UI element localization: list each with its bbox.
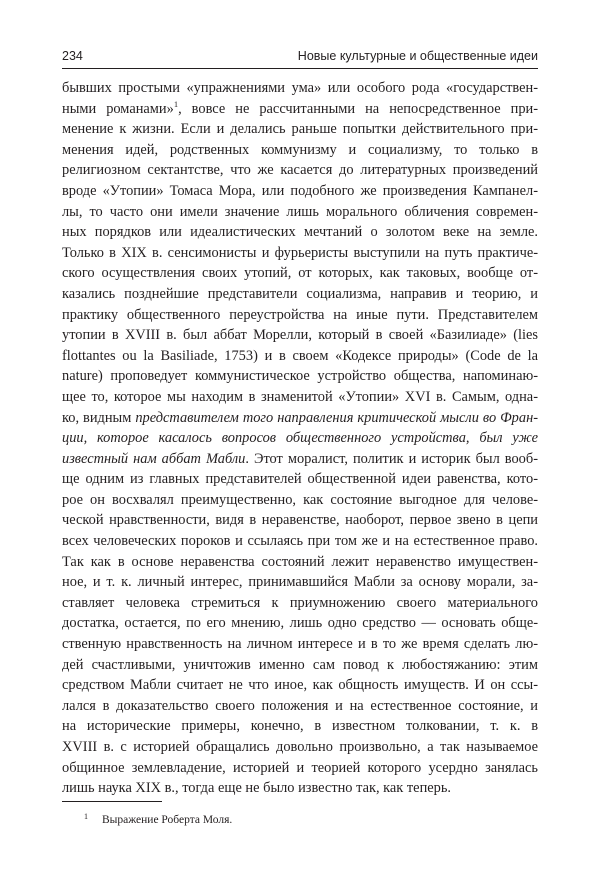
- text-line: практику общественного переустройства на иные пути. Представителем: [62, 306, 538, 323]
- text-line: известный нам аббат Мабли. Этот моралист, политик и историк был вооб-: [62, 450, 538, 467]
- text-line: ственную нравственность на личном интересе и в то же время сделать лю-: [62, 636, 538, 653]
- text-line: ставляет человека стремиться к приумножению своего материального: [62, 594, 538, 611]
- text-line: вроде «Утопии» Томаса Мора, или подобного же произведения Кампанел-: [62, 182, 538, 199]
- text-line: менения идей, родственных коммунизму и социализму, то только в: [62, 141, 538, 158]
- text-line: средством Мабли считает не что иное, как общность имуществ. И он ссы-: [62, 677, 538, 694]
- text-line: утопии в XVIII в. был аббат Морелли, который в своей «Базилиаде» (lies: [62, 327, 538, 344]
- text-line: менение к жизни. Если и делались раньше попытки действительного при-: [62, 121, 538, 138]
- text-line: достатка, остается, по его мнению, лишь одно средство — основать обще-: [62, 615, 538, 632]
- page-number: 234: [62, 49, 83, 63]
- text-line: лался в доказательство своего положения и на естественное состояние, и: [62, 697, 538, 714]
- text-line: всех человеческих пороков и ссылаясь при том же и на естественное право.: [62, 533, 538, 550]
- text-line: религиозном сектантстве, что же касается до литературных произведений: [62, 162, 538, 179]
- text-line: XVIII в. с историей обращались довольно произвольно, а так называемое: [62, 739, 538, 755]
- italic-emphasis: представителем того направления критической мысли во Фран-: [135, 409, 539, 426]
- page-header: [62, 46, 538, 66]
- text-line: казались позднейшие представители социализма, направив и теорию, и: [62, 285, 538, 302]
- text-line: [62, 428, 538, 449]
- italic-emphasis: известный нам аббат Мабли: [62, 450, 246, 467]
- text-line: щее то, которое мы находим в знаменитой «Утопии» XVI в. Самым, одна-: [62, 388, 538, 405]
- text-line: лишь наука XIX в., тогда еще не было известно так, как теперь.: [62, 780, 452, 797]
- footnote: 1 Выражение Роберта Моля.: [84, 812, 233, 826]
- text-line: ческой нравственности, видя в неравенстве, наоборот, первое звено в цепи: [62, 512, 538, 529]
- text-line: ное, и т. к. личный интерес, принимавшийся Мабли за основу морали, за-: [62, 574, 538, 591]
- text-line: ще одним из главных представителей общественной идеи равенства, кото-: [62, 471, 538, 488]
- text-line: дей счастливыми, уничтожив именно сам повод к любостяжанию: этим: [62, 656, 538, 673]
- text-line: лы, то часто они имели значение лишь морального обличения современ-: [62, 203, 538, 220]
- running-head: Новые культурные и общественные идеи: [297, 49, 538, 63]
- header-rule: [62, 68, 538, 69]
- text-line: общинное землевладение, историей и теорией которого усердно занялась: [62, 759, 538, 776]
- text-line: рое он восхвалял преимущественно, как состояние выгодное для челове-: [62, 491, 538, 508]
- footnote-text: Выражение Роберта Моля.: [102, 814, 233, 826]
- text-line: flottantes ou la Basiliade, 1753) и в своем «Кодексе природы» (Code de la: [62, 347, 538, 364]
- text-line: ского осуществления своих утопий, от которых, как таковых, вообще от-: [62, 265, 538, 282]
- italic-emphasis: ции, которое касалось вопросов общественного устройства, был уже: [62, 430, 538, 447]
- text-line: Так как в основе неравенства состояний лежит неравенство имуществен-: [62, 553, 538, 570]
- text-line: Только в XIX в. сенсимонисты и фурьеристы выступили на путь практиче-: [62, 244, 538, 261]
- text-line: бывших простыми «упражнениями ума» или особого рода «государствен-: [62, 80, 538, 96]
- text-line: ных порядков или идеалистических мечтаний о золотом веке на земле.: [62, 224, 538, 241]
- footnote-reference[interactable]: 1: [173, 98, 179, 109]
- text-line: ными романами»$^1$, вовсе не рассчитанными на непосредственное при-: [62, 98, 539, 117]
- text-line: nature) проповедует коммунистическое устройство общества, напоминаю-: [62, 368, 538, 385]
- body-text: [62, 78, 538, 799]
- text-line: на исторические примеры, конечно, в известном толковании, т. к. в: [62, 718, 538, 735]
- footnote-rule: [62, 801, 162, 802]
- text-line: ко, видным представителем того направления критической мысли во Фран-: [62, 409, 539, 426]
